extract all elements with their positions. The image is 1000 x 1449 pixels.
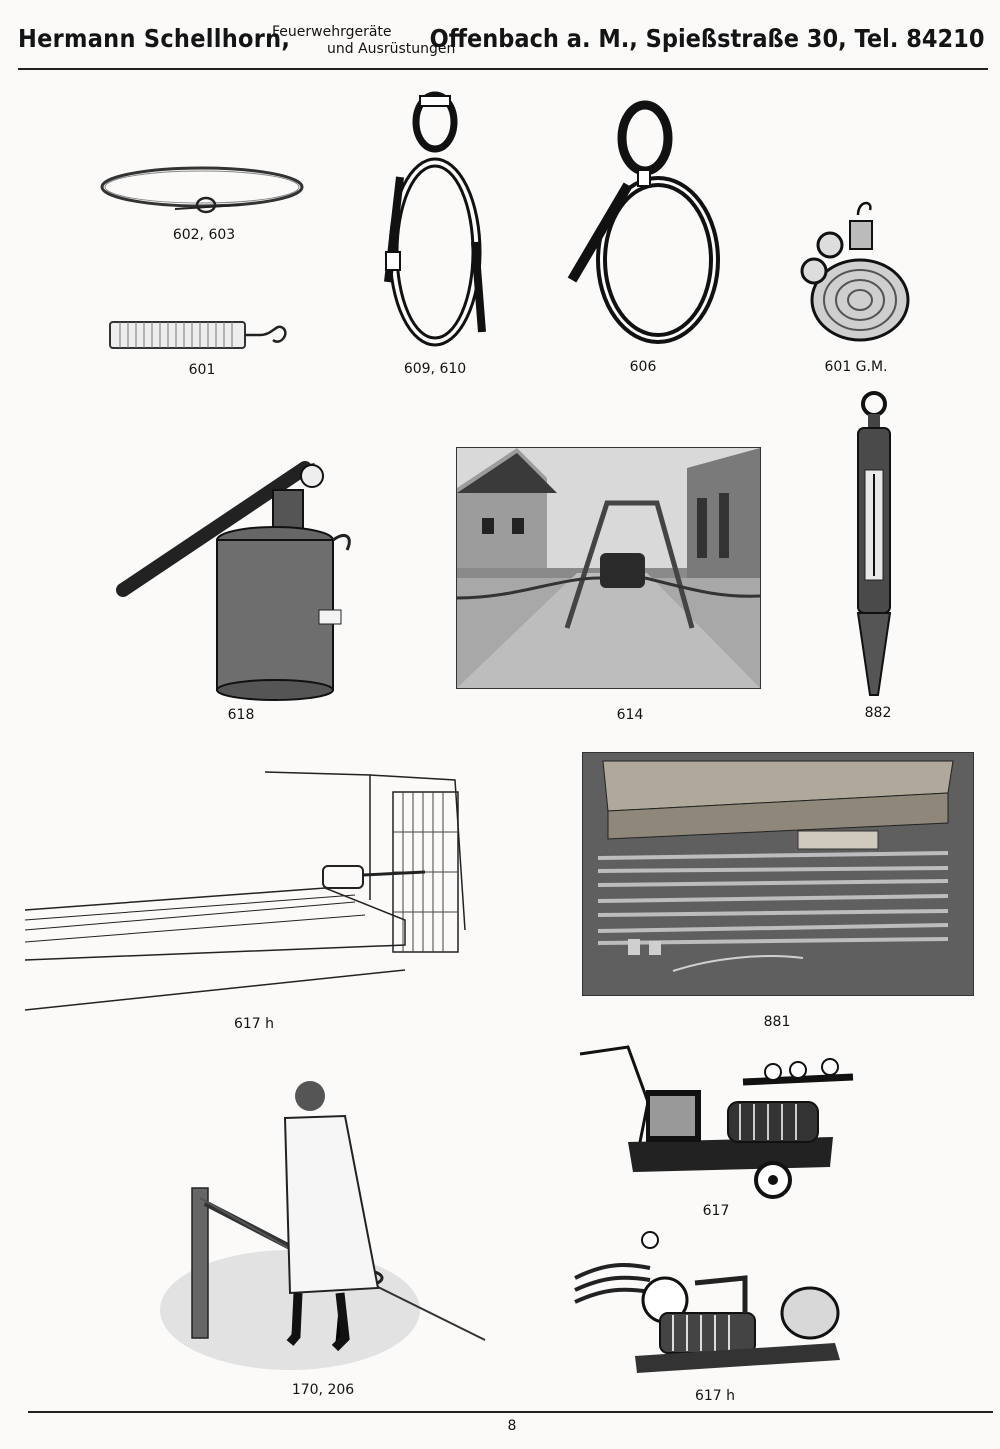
item-602-603 [100, 165, 310, 250]
pump-unit-icon [575, 1228, 860, 1388]
item-caption: 617 h [233, 1016, 275, 1032]
item-881 [582, 752, 974, 1034]
item-609-610 [380, 92, 505, 382]
pump-cart-icon [568, 1042, 868, 1202]
header-divider [18, 68, 988, 70]
item-caption: 882 [864, 705, 892, 721]
item-614 [456, 447, 761, 727]
street-photo [456, 447, 761, 689]
item-601 [108, 318, 298, 383]
subtitle-line-1: Feuerwehrgeräte [272, 24, 392, 40]
thermometer-probe-icon [842, 390, 914, 700]
page-number: 8 [507, 1418, 517, 1434]
item-caption: 881 [763, 1014, 791, 1030]
item-882 [842, 390, 914, 725]
company-name: Hermann Schellhorn, [18, 24, 291, 53]
item-caption: 170, 206 [291, 1382, 355, 1398]
item-601gm [798, 195, 913, 380]
item-606 [560, 100, 730, 380]
item-caption: 601 [188, 362, 216, 378]
item-caption: 617 [702, 1203, 730, 1219]
footer-divider [28, 1411, 993, 1413]
item-caption: 617 h [694, 1388, 736, 1404]
item-617h-b [575, 1228, 860, 1408]
company-address: Offenbach a. M., Spießstraße 30, Tel. 84210 [429, 24, 984, 53]
item-617h-a [25, 770, 465, 1035]
company-subtitle [272, 24, 455, 58]
test-bench-icon [25, 770, 465, 1015]
rope-sling-icon [100, 165, 310, 225]
belt-loop-icon [560, 100, 730, 350]
item-caption: 606 [629, 359, 657, 375]
item-caption: 602, 603 [172, 227, 236, 243]
item-caption: 614 [616, 707, 644, 723]
item-618 [115, 460, 365, 725]
hook-strap-icon [108, 318, 298, 353]
man-with-tool-icon [160, 1078, 495, 1383]
street-photo-icon [457, 448, 760, 688]
subtitle-line-2: und Ausrüstungen [327, 41, 456, 57]
hand-pump-icon [115, 460, 365, 700]
rod-case-icon [583, 753, 973, 995]
item-170-206 [160, 1078, 495, 1406]
rod-case-photo [582, 752, 974, 996]
item-caption: 618 [227, 707, 255, 723]
item-caption: 609, 610 [403, 361, 467, 377]
hose-roll-icon [798, 195, 913, 345]
belt-loop-icon [380, 92, 505, 352]
item-caption: 601 G.M. [824, 359, 888, 375]
page-header [0, 0, 1000, 70]
item-617 [568, 1042, 868, 1222]
